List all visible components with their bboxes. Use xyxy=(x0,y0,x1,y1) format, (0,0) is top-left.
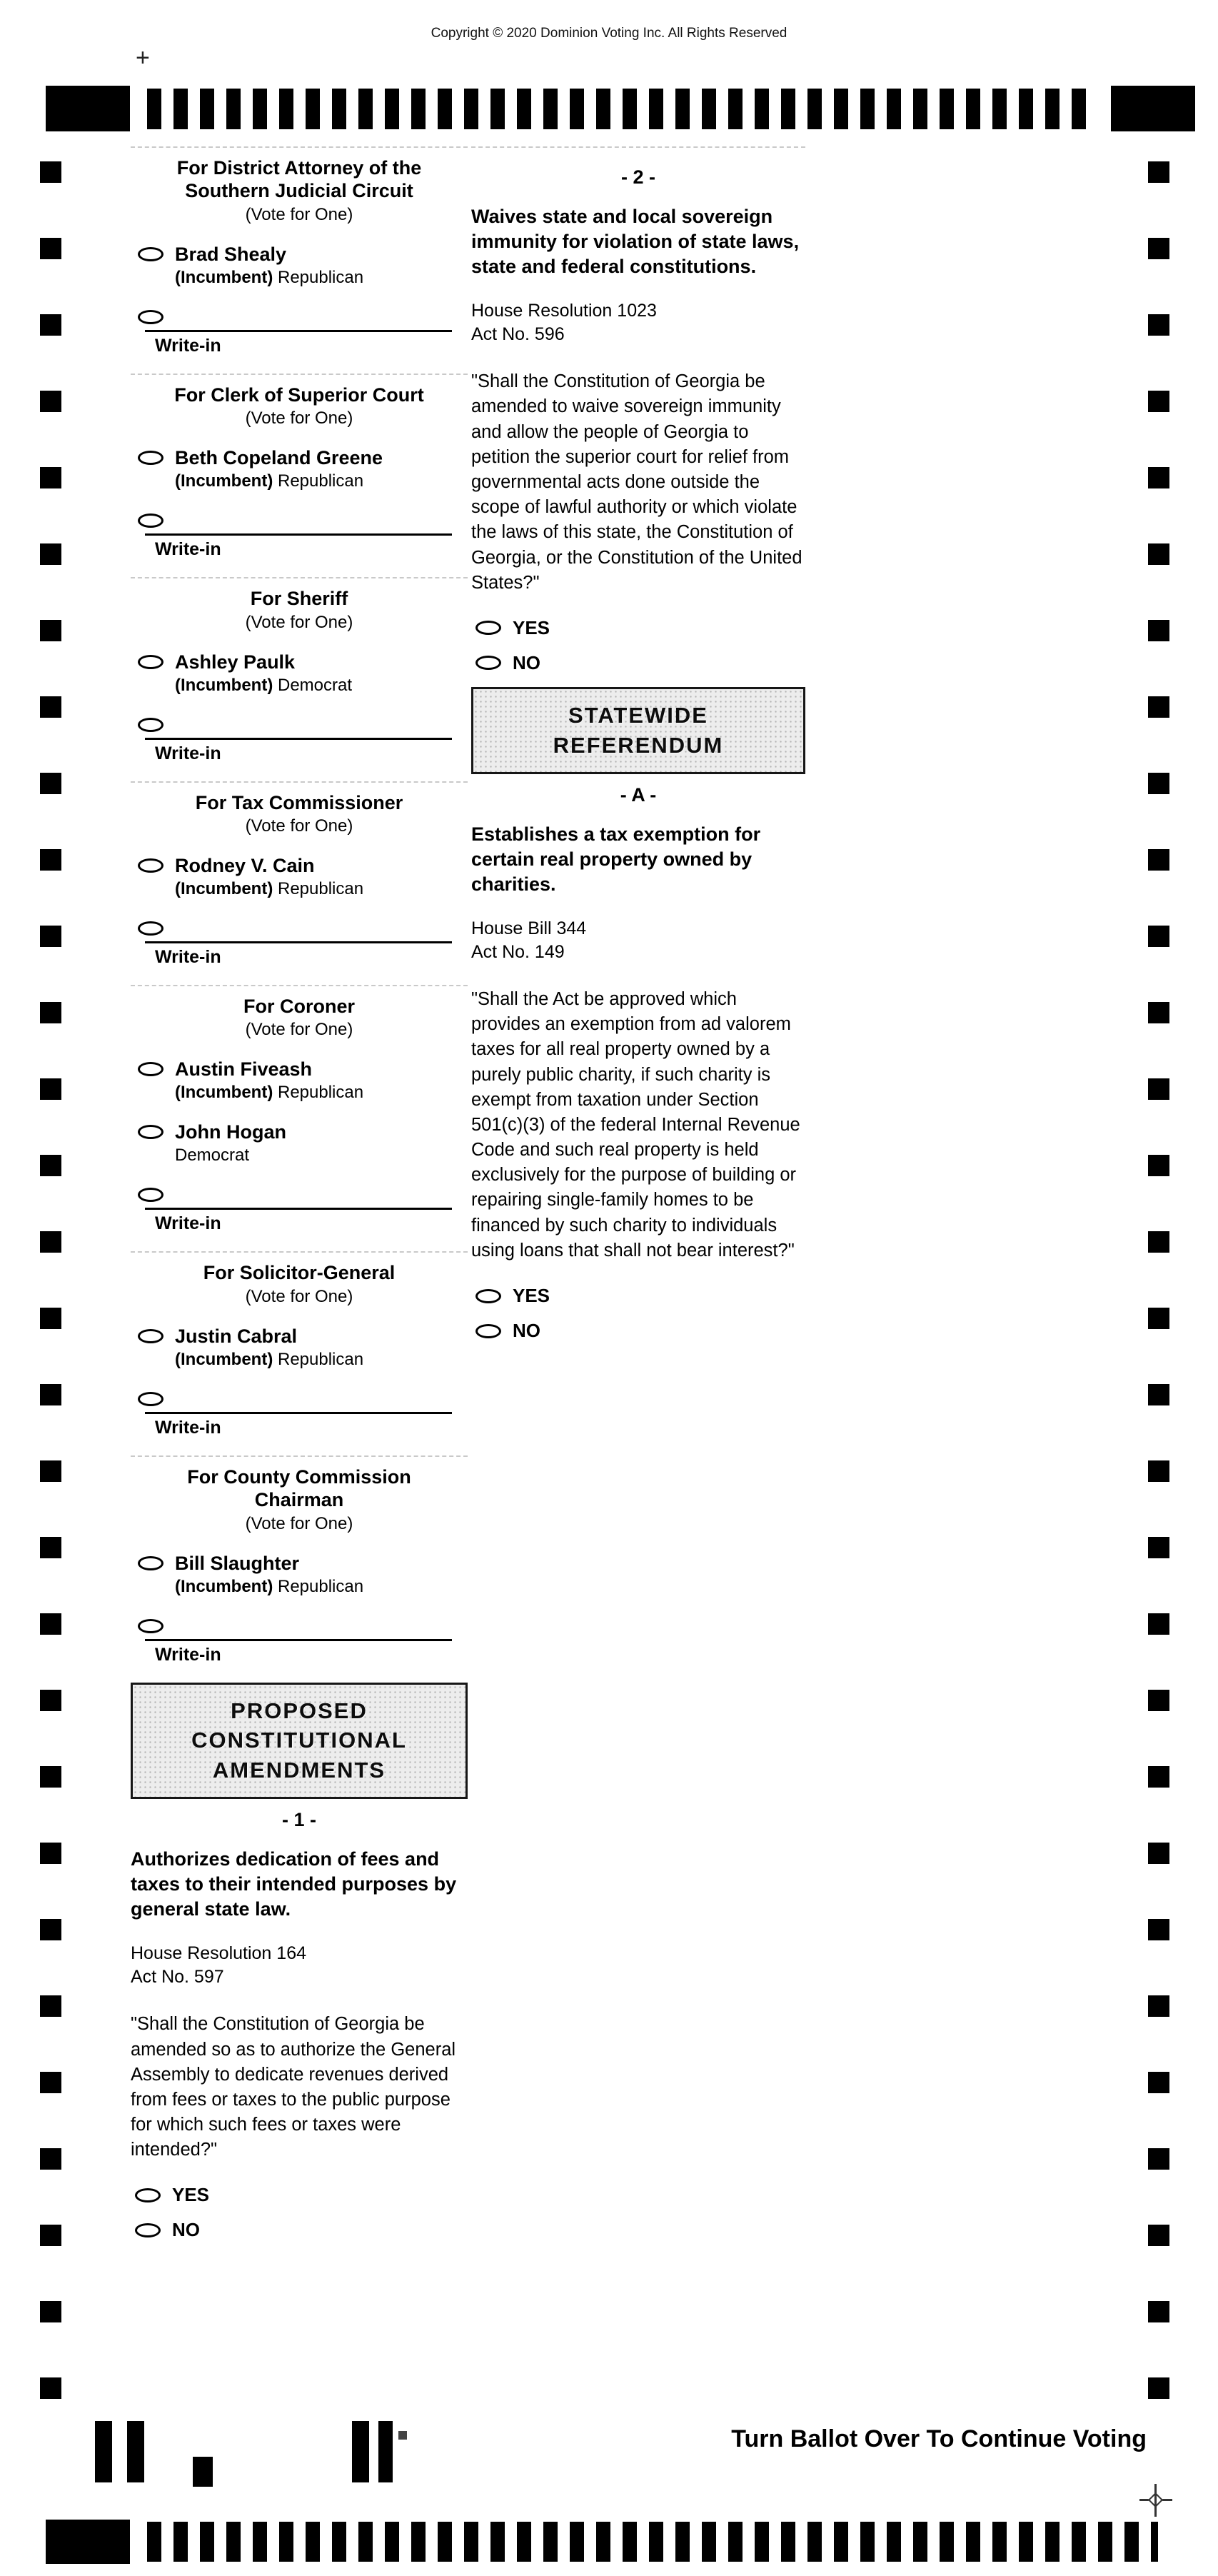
write-in-label: Write-in xyxy=(155,1417,221,1438)
timing-marks-right xyxy=(1148,161,1169,2422)
candidate-option xyxy=(138,244,468,288)
write-in-label: Write-in xyxy=(155,1644,221,1665)
measure-1 xyxy=(131,1809,468,2241)
write-in-row xyxy=(145,1412,468,1438)
write-in-line[interactable] xyxy=(145,533,452,536)
ballot-column-left xyxy=(131,146,468,2254)
candidate-text xyxy=(175,1553,363,1597)
proposed-amendments-header xyxy=(131,1683,468,1800)
write-in-label: Write-in xyxy=(155,335,221,356)
candidate-party xyxy=(175,1083,363,1103)
vote-oval-yes-measure-a[interactable] xyxy=(475,1289,501,1303)
write-in-oval-row xyxy=(138,918,468,936)
vote-oval-write-in[interactable] xyxy=(138,1392,163,1406)
contest-title-line: For Tax Commissioner xyxy=(195,791,403,813)
measure-summary: Waives state and local sovereign immunity for violation of state laws, state and federal constitutions. xyxy=(471,206,800,278)
contest-title-line: For Solicitor-General xyxy=(203,1262,396,1284)
timing-marks-left xyxy=(40,161,61,2422)
crosshair-center xyxy=(1148,2492,1163,2507)
ballot-column-right xyxy=(471,146,805,1355)
header-line: AMENDMENTS xyxy=(212,1758,386,1783)
vote-oval-no-measure-a[interactable] xyxy=(475,1324,501,1338)
contest-title xyxy=(131,791,468,814)
write-in-line[interactable] xyxy=(145,941,452,943)
index-mark xyxy=(193,2457,213,2487)
vote-for-one-label: (Vote for One) xyxy=(245,1020,353,1040)
yes-label: YES xyxy=(513,616,550,638)
write-in-label: Write-in xyxy=(155,743,221,763)
contest-title xyxy=(131,384,468,406)
measure-question: "Shall the Constitution of Georgia be amended to waive sovereign immunity and allow the people of Georgia to petition the superior court for relief from governmental acts done outside the scope of lawful authority or which violate the laws of this state, the Constitution of Georgia, or the Constitution of the United States?" xyxy=(471,371,802,593)
write-in-label: Write-in xyxy=(155,539,221,560)
vote-for-one-label: (Vote for One) xyxy=(245,1286,353,1306)
vote-oval-yes-measure-2[interactable] xyxy=(475,621,501,635)
vote-oval-no-measure-2[interactable] xyxy=(475,656,501,670)
write-in-label: Write-in xyxy=(155,946,221,967)
vote-oval-yes-measure-1[interactable] xyxy=(135,2188,161,2202)
candidate-option xyxy=(138,1325,468,1370)
contest-solicitor-general xyxy=(131,1251,468,1438)
vote-oval-write-in[interactable] xyxy=(138,310,163,324)
timing-block-top-right xyxy=(1111,86,1195,131)
party-label: Democrat xyxy=(175,1146,250,1166)
reference-line: House Bill 344 xyxy=(471,918,587,938)
vote-oval-austin-fiveash[interactable] xyxy=(138,1062,163,1076)
party-label: Republican xyxy=(273,1083,364,1103)
candidate-text xyxy=(175,447,383,491)
party-label: Republican xyxy=(273,471,364,491)
contest-title xyxy=(131,156,468,203)
write-in-line[interactable] xyxy=(145,1208,452,1210)
write-in-oval-row xyxy=(138,1615,468,1633)
vote-oval-ashley-paulk[interactable] xyxy=(138,655,163,669)
option-yes xyxy=(475,1285,805,1307)
party-label: Republican xyxy=(273,267,364,287)
yes-label: YES xyxy=(513,1285,550,1306)
measure-number: - A - xyxy=(620,783,657,806)
reference-line: House Resolution 1023 xyxy=(471,301,657,321)
contest-sheriff xyxy=(131,577,468,763)
contest-county-commission-chairman xyxy=(131,1455,468,1665)
contest-coroner xyxy=(131,985,468,1234)
option-no xyxy=(475,652,805,674)
statewide-referendum-header xyxy=(471,687,805,774)
contest-title-line: For District Attorney of the xyxy=(176,157,422,179)
no-label: NO xyxy=(513,1320,540,1341)
candidate-party xyxy=(175,1350,363,1370)
measure-references xyxy=(471,917,805,964)
vote-for-one-label: (Vote for One) xyxy=(245,204,353,224)
incumbent-label: (Incumbent) xyxy=(175,675,273,695)
write-in-label: Write-in xyxy=(155,1213,221,1234)
candidate-party xyxy=(175,1577,363,1597)
vote-oval-john-hogan[interactable] xyxy=(138,1125,163,1139)
measure-number: - 1 - xyxy=(281,1809,316,1831)
incumbent-label: (Incumbent) xyxy=(175,1083,273,1103)
write-in-row xyxy=(145,533,468,560)
timing-block-top-left xyxy=(46,86,130,131)
vote-oval-justin-cabral[interactable] xyxy=(138,1329,163,1343)
measure-a xyxy=(471,784,805,1342)
incumbent-label: (Incumbent) xyxy=(175,267,273,287)
write-in-oval-row xyxy=(138,1184,468,1202)
measure-references xyxy=(131,1942,468,1989)
header-line: STATEWIDE xyxy=(568,702,708,728)
contest-title-line: For Coroner xyxy=(243,995,355,1017)
yes-label: YES xyxy=(172,2184,210,2206)
candidate-name: John Hogan xyxy=(175,1121,286,1143)
contest-title xyxy=(131,995,468,1018)
candidate-name: Austin Fiveash xyxy=(175,1058,313,1081)
contest-title-line: For County Commission xyxy=(187,1465,411,1488)
vote-oval-rodney-v-cain[interactable] xyxy=(138,858,163,873)
party-label: Republican xyxy=(273,1349,364,1369)
write-in-oval-row xyxy=(138,510,468,528)
contest-title-line: For Sheriff xyxy=(250,588,348,610)
candidate-option xyxy=(138,1553,468,1597)
index-mark xyxy=(378,2421,393,2482)
candidate-text xyxy=(175,1121,286,1166)
option-yes xyxy=(475,617,805,639)
contest-district-attorney xyxy=(131,146,468,356)
candidate-option xyxy=(138,1121,468,1166)
measure-question: "Shall the Constitution of Georgia be amended so as to authorize the General Assembly to dedicate revenues derived from fees or taxes to the public purpose for which such fees or taxes were intended?" xyxy=(131,2014,456,2160)
candidate-name: Rodney V. Cain xyxy=(175,854,315,876)
write-in-line[interactable] xyxy=(145,1639,452,1641)
candidate-text xyxy=(175,855,363,899)
contest-title xyxy=(131,587,468,610)
vote-oval-bill-slaughter[interactable] xyxy=(138,1556,163,1570)
candidate-option xyxy=(138,1058,468,1103)
timing-marks-bottom xyxy=(147,2522,1158,2562)
registration-plus-icon: + xyxy=(136,44,150,71)
write-in-row xyxy=(145,330,468,356)
contest-title xyxy=(131,1465,468,1512)
contest-title-line: For Clerk of Superior Court xyxy=(174,384,424,406)
incumbent-label: (Incumbent) xyxy=(175,878,273,898)
index-mark xyxy=(127,2421,144,2482)
measure-2 xyxy=(471,146,805,674)
candidate-party xyxy=(175,879,363,899)
candidate-option xyxy=(138,447,468,491)
vote-for-one-label: (Vote for One) xyxy=(245,1513,353,1533)
write-in-oval-row xyxy=(138,714,468,732)
party-label: Republican xyxy=(273,1576,364,1596)
measure-number: - 2 - xyxy=(620,166,655,188)
candidate-party xyxy=(175,471,383,491)
header-line: REFERENDUM xyxy=(553,732,724,758)
candidate-text xyxy=(175,651,352,696)
vote-oval-write-in[interactable] xyxy=(138,1188,163,1202)
vote-for-one-label: (Vote for One) xyxy=(245,816,353,836)
candidate-option xyxy=(138,651,468,696)
registration-crosshair-icon xyxy=(1139,2484,1172,2517)
incumbent-label: (Incumbent) xyxy=(175,1349,273,1369)
vote-oval-brad-shealy[interactable] xyxy=(138,247,163,261)
reference-line: House Resolution 164 xyxy=(131,1943,306,1964)
no-label: NO xyxy=(513,651,540,673)
party-label: Democrat xyxy=(273,675,353,695)
candidate-name: Ashley Paulk xyxy=(175,651,296,673)
candidate-party xyxy=(175,268,363,288)
measure-summary: Authorizes dedication of fees and taxes to their intended purposes by general state law. xyxy=(131,1848,457,1920)
vote-oval-write-in[interactable] xyxy=(138,513,163,528)
vote-oval-write-in[interactable] xyxy=(138,718,163,732)
write-in-line[interactable] xyxy=(145,738,452,740)
option-no xyxy=(135,2219,468,2241)
reference-line: Act No. 149 xyxy=(471,941,565,962)
no-label: NO xyxy=(172,2219,200,2241)
candidate-text xyxy=(175,244,363,288)
incumbent-label: (Incumbent) xyxy=(175,1576,273,1596)
contest-title-line: Chairman xyxy=(254,1489,344,1511)
candidate-name: Bill Slaughter xyxy=(175,1552,300,1574)
vote-oval-beth-copeland-greene[interactable] xyxy=(138,451,163,465)
candidate-party xyxy=(175,676,352,696)
contest-clerk-of-superior-court xyxy=(131,374,468,560)
candidate-party xyxy=(175,1146,286,1166)
vote-oval-no-measure-1[interactable] xyxy=(135,2223,161,2237)
contest-tax-commissioner xyxy=(131,781,468,968)
contest-title xyxy=(131,1261,468,1284)
vote-oval-write-in[interactable] xyxy=(138,1619,163,1633)
write-in-row xyxy=(145,1208,468,1234)
write-in-oval-row xyxy=(138,1388,468,1406)
measure-question: "Shall the Act be approved which provides an exemption from ad valorem taxes for all real property owned by a purely public charity, if such charity is exempt from taxation under Section 501(c)(3) of the federal Internal Revenue Code and such real property is held exclusively for the purpose of building or repairing single-family homes to be financed by such charity to individuals using loans that shall not bear interest?" xyxy=(471,988,800,1261)
option-no xyxy=(475,1320,805,1342)
vote-for-one-label: (Vote for One) xyxy=(245,612,353,632)
write-in-row xyxy=(145,1639,468,1665)
reference-line: Act No. 596 xyxy=(471,324,565,345)
reference-line: Act No. 597 xyxy=(131,1967,224,1988)
contest-title-line: Southern Judicial Circuit xyxy=(185,180,413,202)
header-line: CONSTITUTIONAL xyxy=(191,1728,407,1753)
index-mark xyxy=(95,2421,112,2482)
write-in-row xyxy=(145,738,468,764)
turn-ballot-over-instruction: Turn Ballot Over To Continue Voting xyxy=(731,2425,1147,2452)
index-mark xyxy=(352,2421,369,2482)
measure-summary: Establishes a tax exemption for certain real property owned by charities. xyxy=(471,823,761,895)
candidate-name: Beth Copeland Greene xyxy=(175,447,383,469)
timing-marks-top xyxy=(147,89,1098,129)
candidate-text xyxy=(175,1325,363,1370)
candidate-name: Justin Cabral xyxy=(175,1325,298,1347)
party-label: Republican xyxy=(273,878,364,898)
index-mark xyxy=(398,2431,407,2440)
incumbent-label: (Incumbent) xyxy=(175,471,273,491)
write-in-row xyxy=(145,941,468,968)
vote-oval-write-in[interactable] xyxy=(138,921,163,936)
copyright-line: Copyright © 2020 Dominion Voting Inc. All Rights Reserved xyxy=(431,26,787,41)
write-in-line[interactable] xyxy=(145,1412,452,1414)
write-in-line[interactable] xyxy=(145,330,452,332)
option-yes xyxy=(135,2184,468,2206)
candidate-option xyxy=(138,855,468,899)
candidate-name: Brad Shealy xyxy=(175,243,287,265)
timing-block-bottom-left xyxy=(46,2520,130,2564)
header-line: PROPOSED xyxy=(231,1698,368,1723)
vote-for-one-label: (Vote for One) xyxy=(245,409,353,429)
measure-references xyxy=(471,299,805,346)
write-in-oval-row xyxy=(138,306,468,324)
candidate-text xyxy=(175,1058,363,1103)
